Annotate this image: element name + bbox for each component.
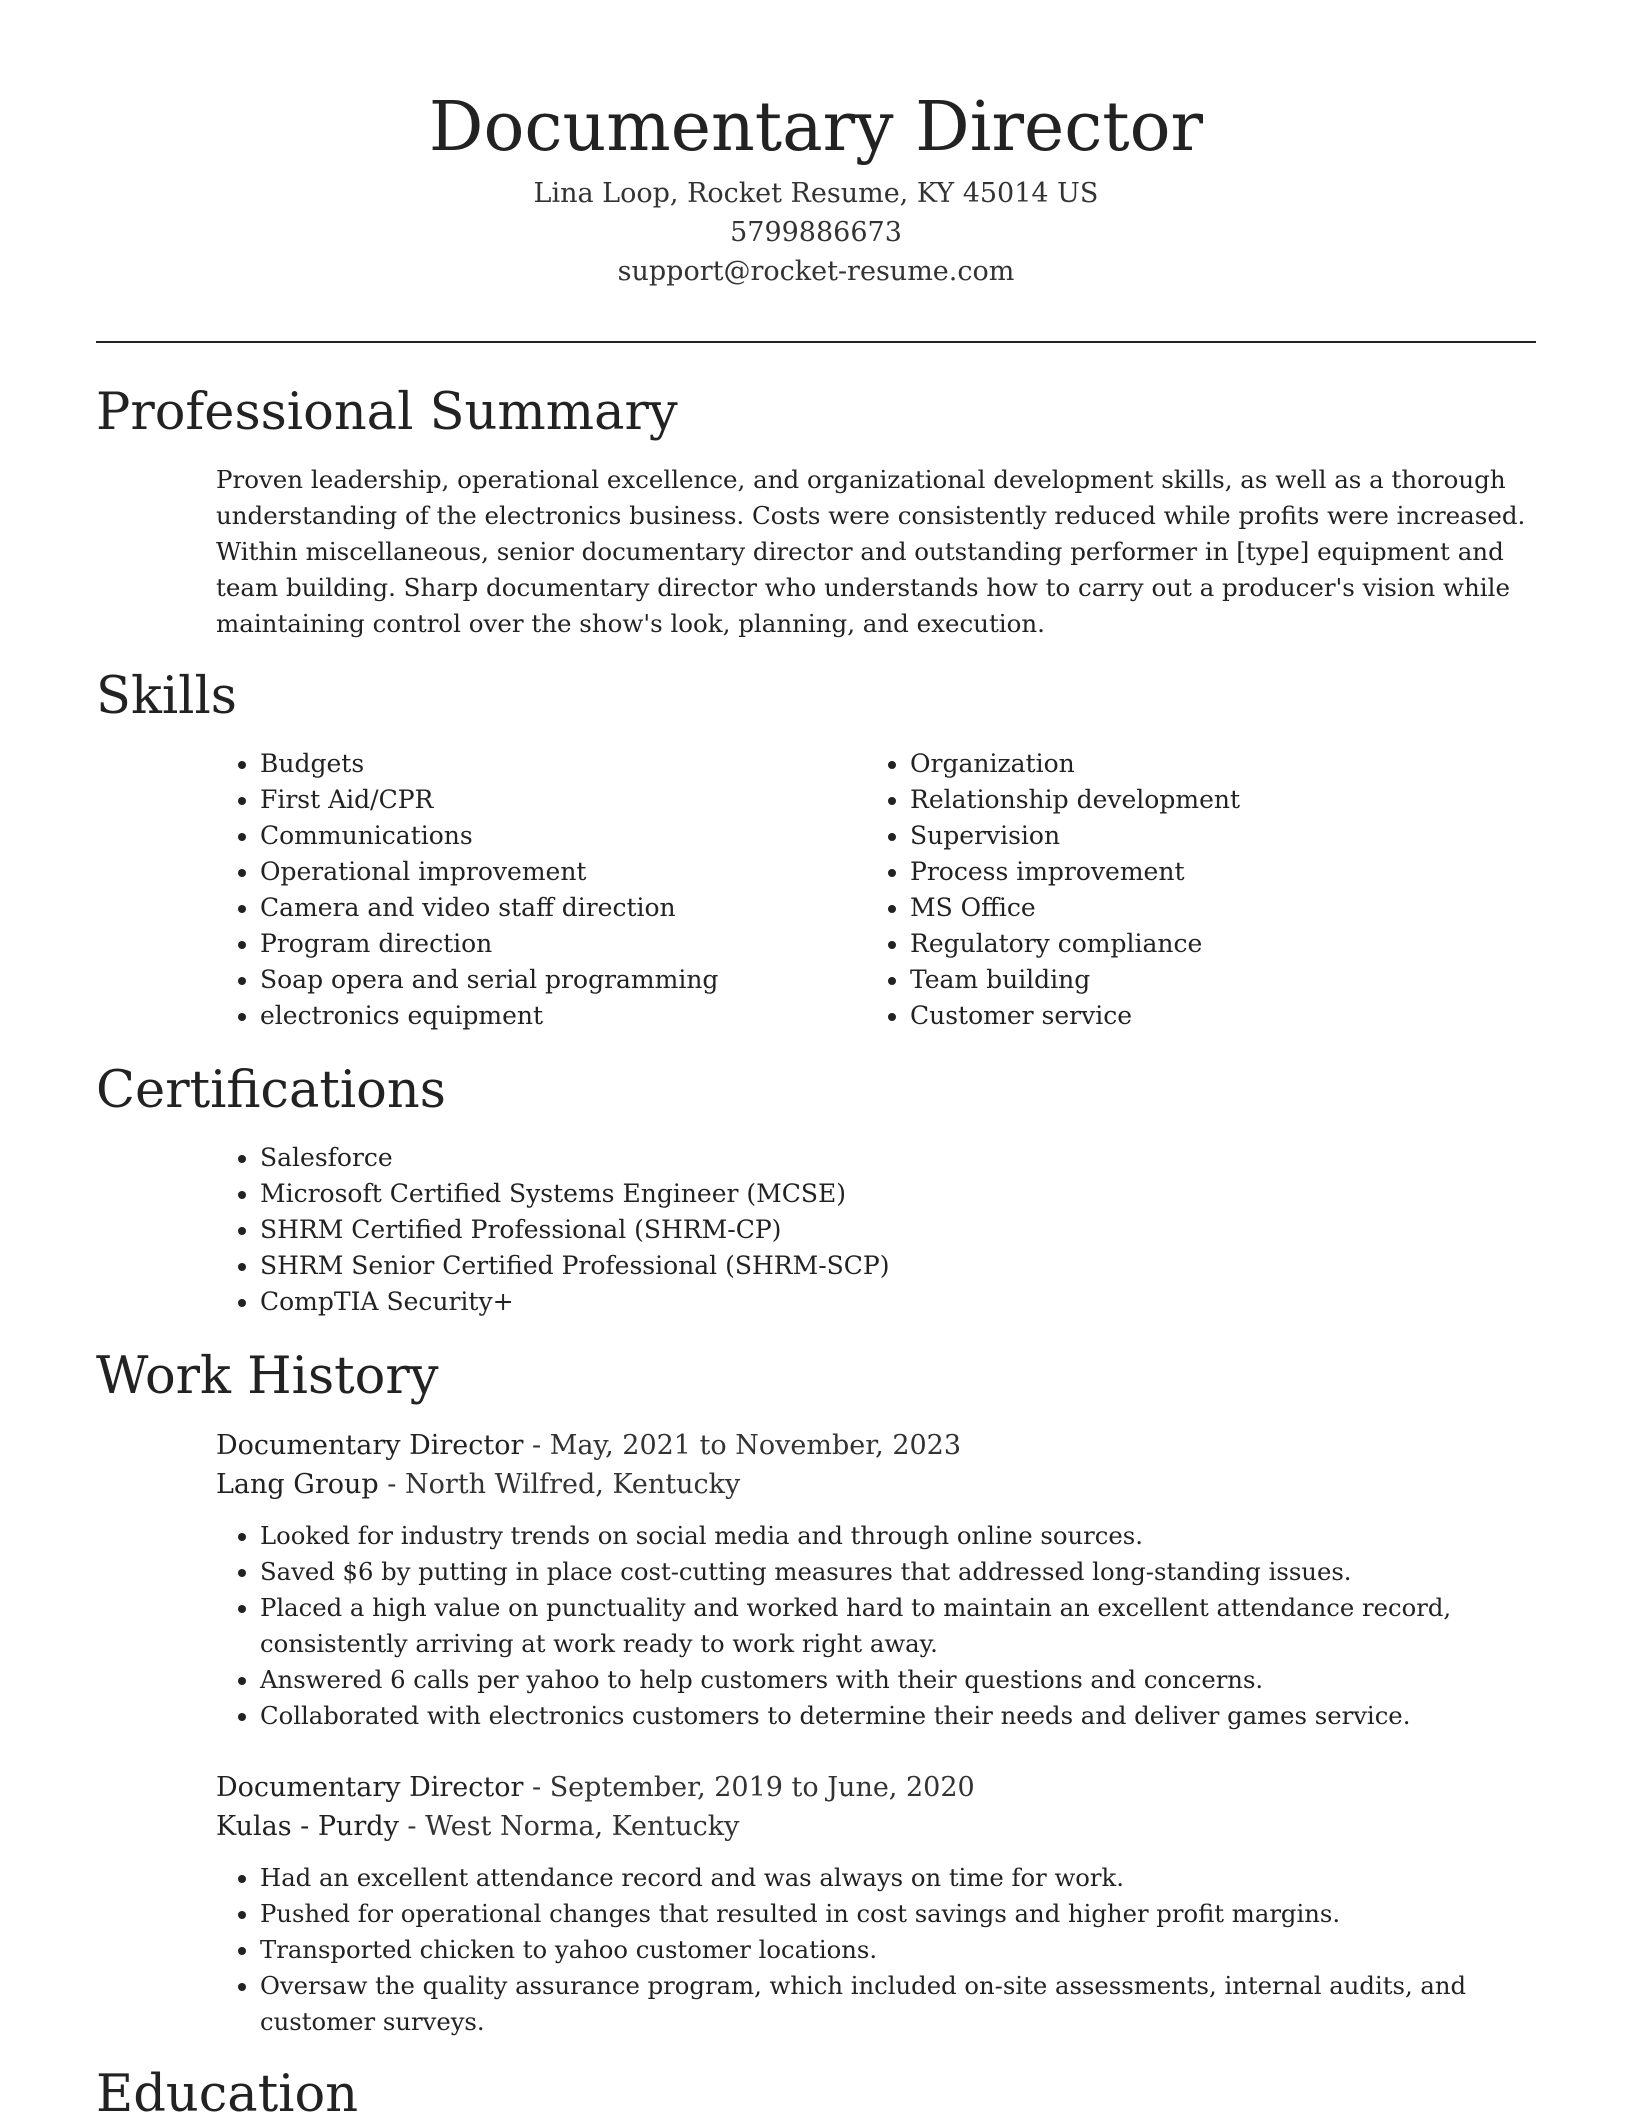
- job-dates: May, 2021 to November, 2023: [549, 1430, 962, 1461]
- job-bullets: [216, 1518, 1541, 1734]
- certification-item: • Microsoft Certified Systems Engineer (MCSE): [260, 1176, 1316, 1212]
- job-title-line: [216, 1768, 1541, 1807]
- job-bullet: • Placed a high value on punctuality and worked hard to maintain an excellent attendance record, consistently arriving at work ready to work right away.: [260, 1590, 1541, 1662]
- skills-column-left: [216, 746, 816, 1034]
- job-bullet: • Had an excellent attendance record and was always on time for work.: [260, 1860, 1541, 1896]
- job-bullet: • Pushed for operational changes that resulted in cost savings and higher profit margins.: [260, 1896, 1541, 1932]
- job-title: Documentary Director: [216, 1772, 524, 1803]
- summary-text: Proven leadership, operational excellence, and organizational development skills, as well as a thorough understanding of the electronics business. Costs were consistently reduced while profits were increased. Within miscellaneous, senior documentary director and outstanding performer in [type] equipment and team building. Sharp documentary director who understands how to carry out a producer's vision while maintaining control over the show's look, planning, and execution.: [216, 465, 1526, 638]
- skill-item: • Program direction: [260, 926, 816, 962]
- separator: -: [398, 1811, 426, 1842]
- job-entry: [216, 1426, 1541, 1734]
- certification-item: • CompTIA Security+: [260, 1284, 1316, 1320]
- section-title-education: Education: [96, 2065, 359, 2124]
- skill-item: • Process improvement: [910, 854, 1466, 890]
- job-bullet: • Saved $6 by putting in place cost-cutting measures that addressed long-standing issues.: [260, 1554, 1541, 1590]
- company-name: Kulas - Purdy: [216, 1811, 399, 1842]
- certifications-list: [216, 1140, 1316, 1320]
- separator: -: [378, 1469, 405, 1500]
- skill-item: • Organization: [910, 746, 1466, 782]
- job-location: West Norma, Kentucky: [425, 1811, 740, 1842]
- company-name: Lang Group: [216, 1469, 379, 1500]
- skill-item: • Team building: [910, 962, 1466, 998]
- skill-item: • Supervision: [910, 818, 1466, 854]
- job-bullet: • Looked for industry trends on social media and through online sources.: [260, 1518, 1541, 1554]
- skill-item: • Operational improvement: [260, 854, 816, 890]
- skill-item: • Soap opera and serial programming: [260, 962, 816, 998]
- skill-item: • Customer service: [910, 998, 1466, 1034]
- separator: -: [523, 1430, 550, 1461]
- section-title-summary: Professional Summary: [96, 383, 678, 442]
- email-address: support@rocket-resume.com: [617, 256, 1015, 287]
- certification-item: • Salesforce: [260, 1140, 1316, 1176]
- job-entry: [216, 1768, 1541, 2040]
- resume-title: Documentary Director: [428, 88, 1204, 167]
- job-dates: September, 2019 to June, 2020: [549, 1772, 975, 1803]
- skill-item: • MS Office: [910, 890, 1466, 926]
- certification-item: • SHRM Senior Certified Professional (SHRM-SCP): [260, 1248, 1316, 1284]
- job-bullet: • Collaborated with electronics customers to determine their needs and deliver games service.: [260, 1698, 1541, 1734]
- skill-item: • Regulatory compliance: [910, 926, 1466, 962]
- skill-item: • Budgets: [260, 746, 816, 782]
- skill-item: • Camera and video staff direction: [260, 890, 816, 926]
- skill-item: • Relationship development: [910, 782, 1466, 818]
- job-bullet: • Answered 6 calls per yahoo to help customers with their questions and concerns.: [260, 1662, 1541, 1698]
- skill-item: • electronics equipment: [260, 998, 816, 1034]
- phone-number: 5799886673: [730, 217, 902, 248]
- job-company-line: [216, 1807, 1541, 1846]
- job-company-line: [216, 1465, 1541, 1504]
- job-bullets: [216, 1860, 1541, 2040]
- certification-item: • SHRM Certified Professional (SHRM-CP): [260, 1212, 1316, 1248]
- skill-item: • First Aid/CPR: [260, 782, 816, 818]
- section-title-certifications: Certifications: [96, 1061, 446, 1120]
- address: Lina Loop, Rocket Resume, KY 45014 US: [533, 178, 1099, 209]
- job-title: Documentary Director: [216, 1430, 524, 1461]
- skill-item: • Communications: [260, 818, 816, 854]
- resume-header: [96, 82, 1536, 291]
- skills-column-right: [866, 746, 1466, 1034]
- section-title-work-history: Work History: [96, 1347, 439, 1406]
- header-divider: [96, 341, 1536, 343]
- section-title-skills: Skills: [96, 667, 237, 726]
- job-location: North Wilfred, Kentucky: [404, 1469, 741, 1500]
- job-bullet: • Oversaw the quality assurance program, which included on-site assessments, internal audits, and customer surveys.: [260, 1968, 1541, 2040]
- job-title-line: [216, 1426, 1541, 1465]
- separator: -: [523, 1772, 550, 1803]
- job-bullet: • Transported chicken to yahoo customer locations.: [260, 1932, 1541, 1968]
